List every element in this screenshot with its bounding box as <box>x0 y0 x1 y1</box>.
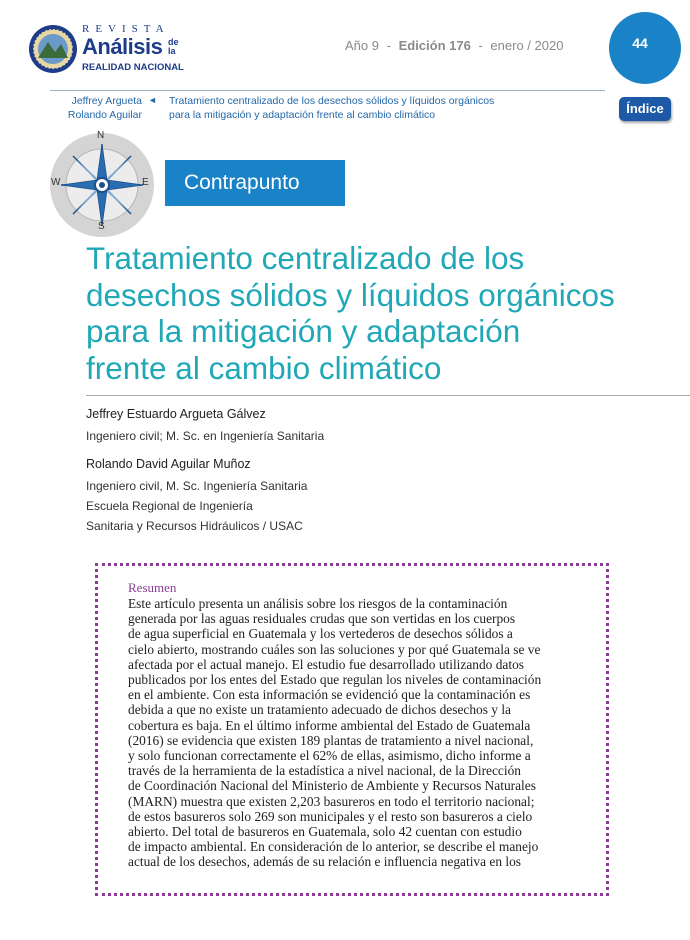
abstract-line: (2016) se evidencia que existen 189 plantas de tratamiento a nivel nacional, <box>128 732 534 748</box>
author-affiliation: Ingeniero civil; M. Sc. en Ingeniería Sanitaria <box>86 429 325 443</box>
running-head-title-line: Tratamiento centralizado de los desechos sólidos y líquidos orgánicos <box>169 95 495 107</box>
logo-revista-text: REVISTA <box>82 23 170 35</box>
author-affiliation: Ingeniero civil, M. Sc. Ingeniería Sanitaria <box>86 479 308 493</box>
abstract-line: de Coordinación Nacional del Ministerio de Ambiente y Recursos Naturales <box>128 778 536 794</box>
author-affiliation: Sanitaria y Recursos Hidráulicos / USAC <box>86 519 303 533</box>
issue-year: Año 9 <box>345 38 379 53</box>
running-head-rule <box>50 90 605 91</box>
compass-south-label: S <box>98 221 105 232</box>
abstract-line: de agua superficial en Guatemala y los vertederos de desechos sólidos a <box>128 626 513 642</box>
abstract-heading: Resumen <box>128 580 177 595</box>
issue-separator: - <box>478 38 483 53</box>
issue-separator: - <box>386 38 391 53</box>
abstract-line: debida a que no existe un tratamiento adecuado de dichos desechos y la <box>128 702 511 718</box>
running-head-title[interactable] <box>169 94 569 122</box>
abstract-body <box>128 596 581 870</box>
abstract-line: Este artículo presenta un análisis sobre los riesgos de la contaminación <box>128 596 508 611</box>
article-title-line: frente al cambio climático <box>86 349 442 386</box>
abstract-line: afectada por el actual manejo. El estudio fue desarrollado utilizando datos <box>128 656 524 672</box>
compass-west-label: W <box>51 177 61 188</box>
running-head-title-line: para la mitigación y adaptación frente al cambio climático <box>169 109 436 121</box>
compass-east-label: E <box>142 177 149 188</box>
back-arrow-icon[interactable]: ◄ <box>148 95 157 105</box>
running-head-authors <box>58 94 142 122</box>
author-name: Rolando David Aguilar Muñoz <box>86 457 251 471</box>
abstract-line: través de la herramienta de la estadística a nivel nacional, de la Dirección <box>128 763 521 779</box>
article-title-line: desechos sólidos y líquidos orgánicos <box>86 276 615 313</box>
article-title-line: para la mitigación y adaptación <box>86 313 521 349</box>
running-head-author: Rolando Aguilar <box>67 109 142 121</box>
article-title-line: Tratamiento centralizado de los <box>86 240 525 276</box>
abstract-line: abierto. Del total de basureros en Guatemala, solo 42 cuentan con estudio <box>128 824 522 840</box>
issue-date: enero / 2020 <box>490 38 564 53</box>
magazine-logo <box>28 20 188 78</box>
logo-dela-text: de la <box>168 37 179 56</box>
author-affiliation: Escuela Regional de Ingeniería <box>86 499 253 513</box>
logo-realidad-text: REALIDAD NACIONAL <box>82 62 184 73</box>
author-name: Jeffrey Estuardo Argueta Gálvez <box>86 407 266 421</box>
title-divider <box>86 395 690 396</box>
issue-info <box>345 38 563 53</box>
logo-analisis-text: Análisis <box>82 34 163 59</box>
abstract-line: y solo funcionan correctamente el 62% de ellas, asimismo, dicho informe a <box>128 748 531 764</box>
article-title <box>86 240 676 386</box>
abstract-line: actual de los desechos, además de su relación e influencia negativa en los <box>128 854 522 870</box>
abstract-line: cobertura es baja. En el último informe ambiental del Estado de Guatemala <box>128 717 531 733</box>
abstract-line: cielo abierto, mostrando cuáles son las soluciones y por qué Guatemala se ve <box>128 641 541 657</box>
issue-edition: Edición 176 <box>398 38 471 53</box>
abstract-line: generada por las aguas residuales crudas que son vertidas en los cuerpos <box>128 611 516 627</box>
running-head-author: Jeffrey Argueta <box>71 95 142 107</box>
section-label: Contrapunto <box>184 171 300 194</box>
abstract-line: en el ambiente. Con esta información se evidenció que la contaminación es <box>128 687 531 703</box>
abstract-line: (MARN) muestra que existen 2,203 basureros en todo el territorio nacional; <box>128 793 535 809</box>
index-button[interactable]: Índice <box>619 97 671 121</box>
abstract-line: de impacto ambiental. En consideración de lo anterior, se describe el manejo <box>128 839 539 855</box>
abstract-line: de estos basureros solo 269 son municipales y el resto son basureros a cielo <box>128 808 533 824</box>
abstract-line: publicados por los entes del Estado que regulan los niveles de contaminación <box>128 672 542 688</box>
page-number: 44 <box>632 35 648 51</box>
university-seal-icon <box>28 24 78 74</box>
compass-north-label: N <box>97 130 105 141</box>
